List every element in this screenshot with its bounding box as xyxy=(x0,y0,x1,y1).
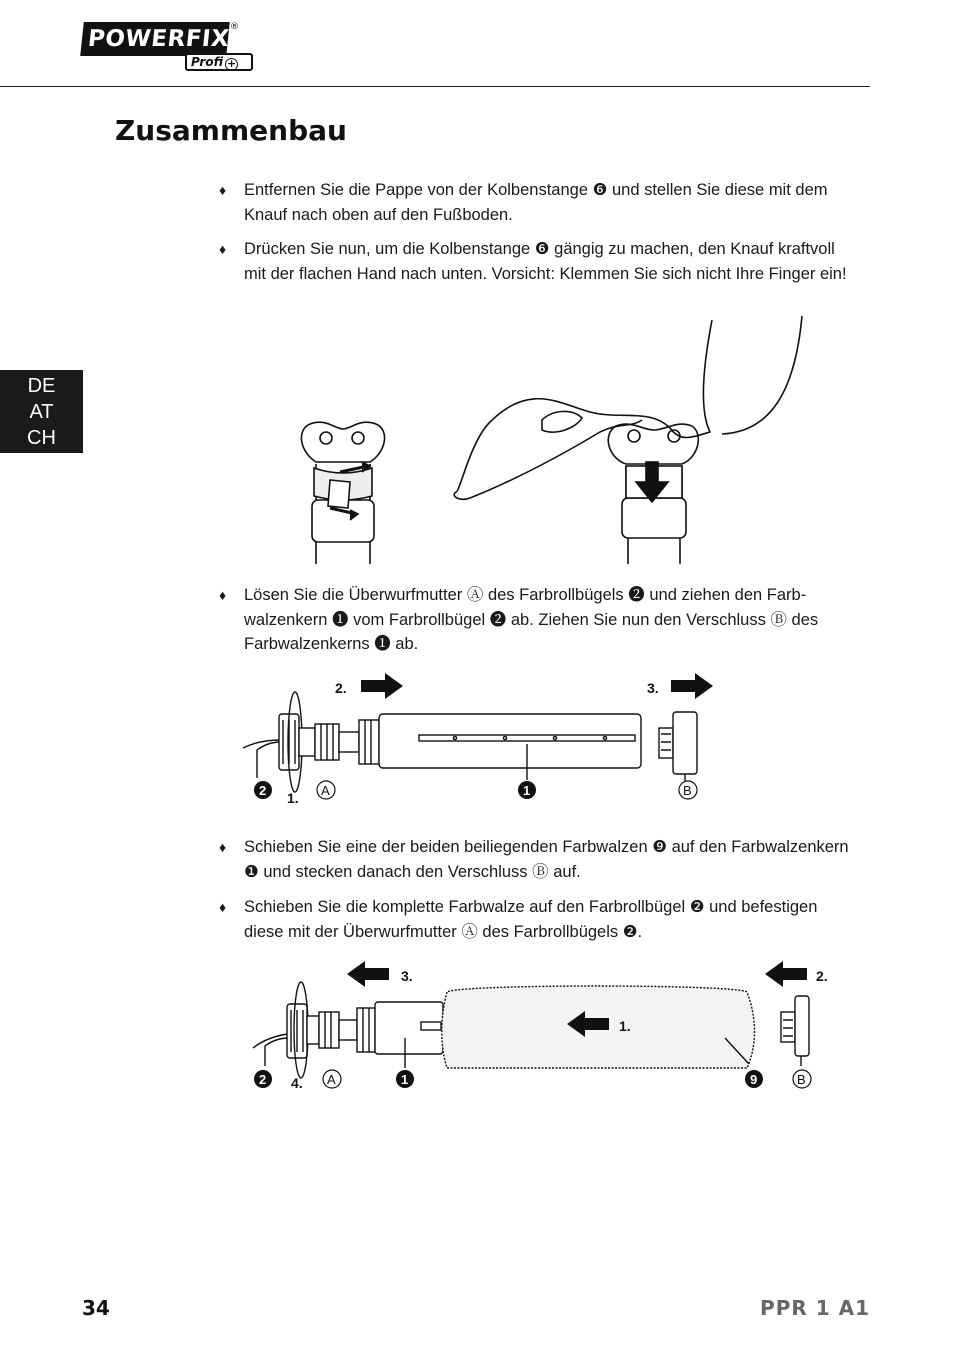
svg-text:9: 9 xyxy=(750,1072,758,1087)
brand-sub-badge xyxy=(185,53,253,71)
svg-text:2: 2 xyxy=(259,1072,267,1087)
step-label: 1. xyxy=(287,790,299,806)
language-code: AT xyxy=(29,401,54,423)
bullet-icon: ♦ xyxy=(219,839,227,855)
language-tab xyxy=(0,370,83,453)
callout-handle xyxy=(254,1070,272,1088)
instruction-text: Schieben Sie eine der beiden beiliegenden Farbwalzen ❾ auf den Farbwalzenkern ❶ und stecken danach den Verschluss Ⓑ auf. xyxy=(244,838,849,881)
roller-core xyxy=(379,714,641,780)
callout-cap xyxy=(793,1070,811,1088)
svg-text:2: 2 xyxy=(259,783,267,798)
roller-core xyxy=(375,1002,443,1068)
header-divider xyxy=(0,86,870,87)
pull-arrow-icon xyxy=(671,673,713,699)
piston-rod-with-cardboard xyxy=(301,422,384,564)
svg-text:B: B xyxy=(797,1072,806,1087)
step-label: 4. xyxy=(291,1075,303,1091)
callout-core xyxy=(396,1070,414,1088)
instruction-text: Lösen Sie die Überwurfmutter Ⓐ des Farbrollbügels ❷ und ziehen den Farbwalzenkern ❶ vom Farbrollbügel ❷ ab. Ziehen Sie nun den Verschluss Ⓑ des Farbwalzenkerns ❶ ab. xyxy=(244,586,819,653)
brand-sub-label: Profi xyxy=(191,55,224,69)
step-label: 3. xyxy=(647,680,659,696)
piston-rod-with-hand xyxy=(454,316,802,564)
pull-arrow-icon xyxy=(361,673,403,699)
roller-frame-handle xyxy=(243,692,302,792)
instruction-text: Schieben Sie die komplette Farbwalze auf den Farbrollbügel ❷ und befestigen diese mit der Überwurfmutter Ⓐ des Farbrollbügels ❷. xyxy=(244,898,818,941)
figure-disassembly xyxy=(235,670,725,810)
instruction-step xyxy=(219,895,849,944)
bullet-icon: ♦ xyxy=(219,182,227,198)
bullet-icon: ♦ xyxy=(219,587,227,603)
instruction-text: Entfernen Sie die Pappe von der Kolbenstange ❻ und stellen Sie diese mit dem Knauf nach oben auf den Fußboden. xyxy=(244,181,828,224)
callout-roller xyxy=(745,1070,763,1088)
svg-text:B: B xyxy=(683,783,692,798)
svg-text:A: A xyxy=(321,783,330,798)
callout-nut xyxy=(317,781,335,799)
svg-text:1: 1 xyxy=(401,1072,409,1087)
page-title: Zusammenbau xyxy=(115,114,347,147)
bullet-icon: ♦ xyxy=(219,899,227,915)
callout-nut xyxy=(323,1070,341,1088)
figure-press-knob xyxy=(290,312,820,568)
callout-cap xyxy=(679,781,697,799)
step-label: 2. xyxy=(816,968,828,984)
push-arrow-icon xyxy=(347,961,389,987)
callout-core xyxy=(518,781,536,799)
step-label: 1. xyxy=(619,1018,631,1034)
instruction-text: Drücken Sie nun, um die Kolbenstange ❻ gängig zu machen, den Knauf kraftvoll mit der flachen Hand nach unten. Vorsicht: Klemmen Sie sich nicht Ihre Finger ein! xyxy=(244,240,847,283)
step-label: 3. xyxy=(401,968,413,984)
callout-handle xyxy=(254,781,272,799)
instruction-step xyxy=(219,237,849,286)
union-nut-connector xyxy=(307,1008,375,1052)
roller-frame-handle xyxy=(253,982,308,1078)
figure-assembly xyxy=(235,958,840,1098)
brand-logo xyxy=(82,22,254,72)
language-code: DE xyxy=(27,375,56,397)
svg-text:1: 1 xyxy=(523,783,531,798)
bullet-icon: ♦ xyxy=(219,241,227,257)
brand-registered-mark: ® xyxy=(230,22,239,32)
union-nut-connector xyxy=(299,720,379,764)
language-code: CH xyxy=(27,427,56,449)
instruction-step xyxy=(219,178,849,227)
model-number: PPR 1 A1 xyxy=(760,1296,870,1320)
brand-name: POWERFIX xyxy=(80,22,230,56)
push-arrow-icon xyxy=(765,961,807,987)
end-cap xyxy=(659,712,697,782)
end-cap xyxy=(781,996,809,1066)
instruction-step xyxy=(219,835,849,884)
instruction-step xyxy=(219,583,849,657)
step-label: 2. xyxy=(335,680,347,696)
page-number: 34 xyxy=(82,1296,110,1320)
plus-icon: + xyxy=(226,57,237,70)
svg-text:A: A xyxy=(327,1072,336,1087)
